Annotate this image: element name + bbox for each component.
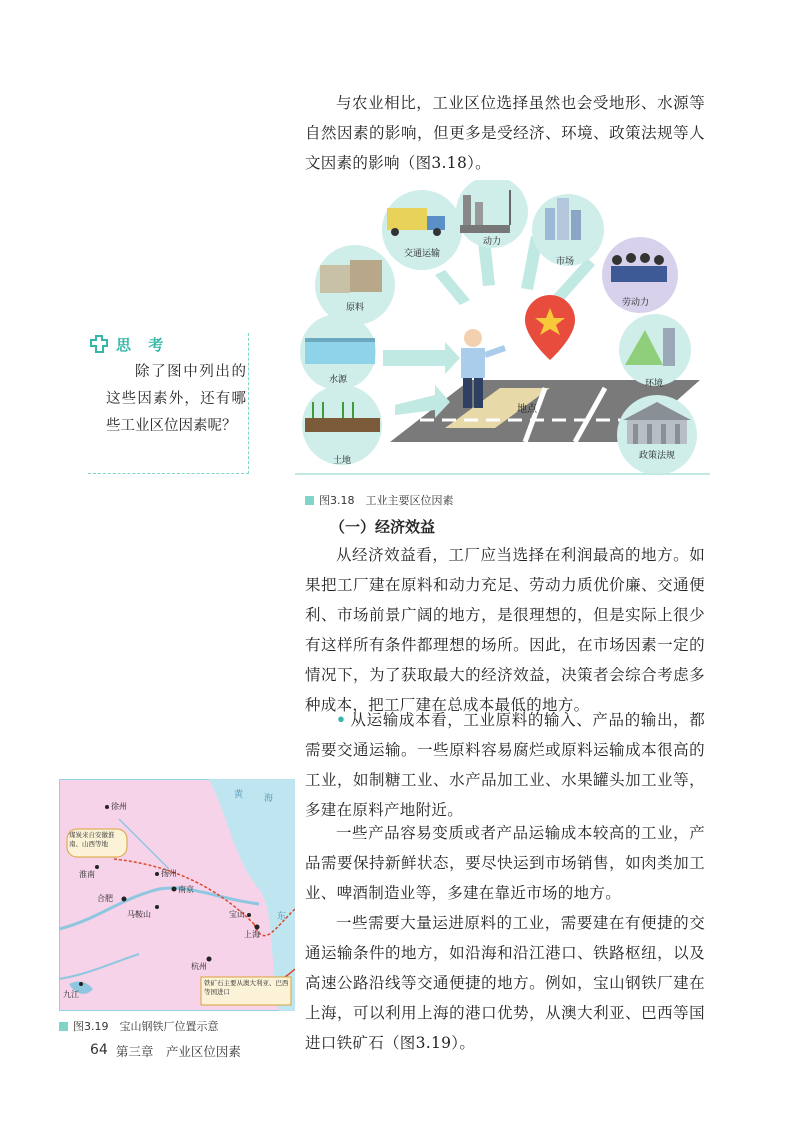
- sea-label-hai: 海: [264, 794, 274, 804]
- chapter-title: 第三章 产业区位因素: [115, 1044, 241, 1059]
- node-transport: [382, 190, 462, 270]
- paragraph-transport-cost: [305, 705, 705, 825]
- center-label: 地点: [517, 404, 537, 415]
- paragraph-transport-oriented: 一些需要大量运进原料的工业，需要建在有便捷的交通运输条件的地方，如沿海和沿江港口、铁路枢纽，以及高速公路沿线等交通便捷的地方。例如，宝山钢铁厂建在上海，可以利用上海的港口优势，从澳大利亚、巴西等国进口铁矿石（图3.19）。: [305, 914, 705, 1052]
- location-pin-icon: [525, 295, 575, 360]
- figure-319-caption: [59, 1018, 219, 1034]
- puzzle-icon: [88, 333, 110, 355]
- think-title: [88, 333, 169, 355]
- node-label-market: 市场: [556, 257, 575, 267]
- place-shanghai: 上海: [244, 930, 260, 939]
- ore-callout-text: 铁矿石主要从澳大利亚、巴西等国进口: [204, 979, 289, 996]
- section-heading: （一）经济效益: [330, 518, 436, 536]
- sea-label-dong: 东: [277, 912, 287, 922]
- place-xuzhou: 徐州: [111, 802, 127, 811]
- coal-callout-text: 煤炭来自安徽淮南、山西等地: [69, 831, 115, 848]
- node-policy: [617, 395, 697, 475]
- figure-318-diagram: [295, 180, 710, 480]
- node-labor: [602, 237, 678, 313]
- place-baoshan: 宝山: [229, 910, 245, 919]
- bullet-dot: •: [336, 710, 347, 729]
- place-yangzhou: 扬州: [161, 869, 177, 878]
- page-footer: [90, 1042, 241, 1060]
- node-water: [300, 314, 376, 390]
- place-nanjing: 南京: [178, 885, 194, 894]
- caption-marker: [59, 1022, 68, 1031]
- caption-marker: [305, 496, 314, 505]
- node-raw-material: [315, 245, 395, 325]
- caption-text: 图3.19 宝山钢铁厂位置示意: [73, 1020, 219, 1033]
- paragraph-transport-cost-text: 从运输成本看，工业原料的输入、产品的输出，都需要交通运输。一些原料容易腐烂或原料运输成本很高的工业，如制糖工业、水产品加工业、水果罐头加工业等，多建在原料产地附近。: [305, 711, 705, 819]
- node-label-environment: 环境: [645, 379, 664, 389]
- place-maanshan: 马鞍山: [127, 910, 151, 919]
- node-label-transport: 交通运输: [404, 249, 441, 259]
- sea-label-huang: 黄: [234, 790, 244, 800]
- think-text: 除了图中列出的这些因素外，还有哪些工业区位因素呢？: [106, 364, 246, 434]
- caption-text: 图3.18 工业主要区位因素: [319, 494, 454, 507]
- node-label-labor: 劳动力: [622, 298, 650, 308]
- node-label-raw-material: 原料: [346, 303, 365, 313]
- node-label-policy: 政策法规: [639, 451, 676, 461]
- place-jiujiang: 九江: [63, 990, 79, 999]
- figure-318-caption: [305, 492, 454, 508]
- intro-paragraph: 与农业相比，工业区位选择虽然也会受地形、水源等自然因素的影响，但更多是受经济、环境、政策法规等人文因素的影响（图3.18）。: [305, 94, 705, 172]
- think-title-text: 思 考: [116, 335, 170, 354]
- paragraph-economic-benefit: 从经济效益看，工厂应当选择在利润最高的地方。如果把工厂建在原料和动力充足、劳动力质优价廉、交通便利、市场前景广阔的地方，是很理想的，但是实际上很少有这样所有条件都理想的场所。因此，在市场因素一定的情况下，为了获取最大的经济效益，决策者会综合考虑多种成本，把工厂建在总成本最低的地方。: [305, 546, 705, 714]
- place-hangzhou: 杭州: [191, 962, 207, 971]
- node-label-water: 水源: [329, 375, 348, 385]
- node-environment: [619, 314, 691, 389]
- node-power: [456, 180, 528, 248]
- think-box: [88, 333, 249, 474]
- figure-319-map: [59, 779, 295, 1011]
- node-market: [532, 194, 604, 267]
- page-number: 64: [90, 1042, 108, 1058]
- paragraph-market-oriented: 一些产品容易变质或者产品运输成本较高的工业，产品需要保持新鲜状态，要尽快运到市场销售，如肉类加工业、啤酒制造业等，多建在靠近市场的地方。: [305, 824, 705, 902]
- node-land: [302, 385, 382, 466]
- place-hefei: 合肥: [97, 894, 113, 903]
- node-label-power: 动力: [483, 237, 502, 247]
- node-label-land: 土地: [333, 456, 352, 466]
- place-huainan: 淮南: [79, 870, 95, 879]
